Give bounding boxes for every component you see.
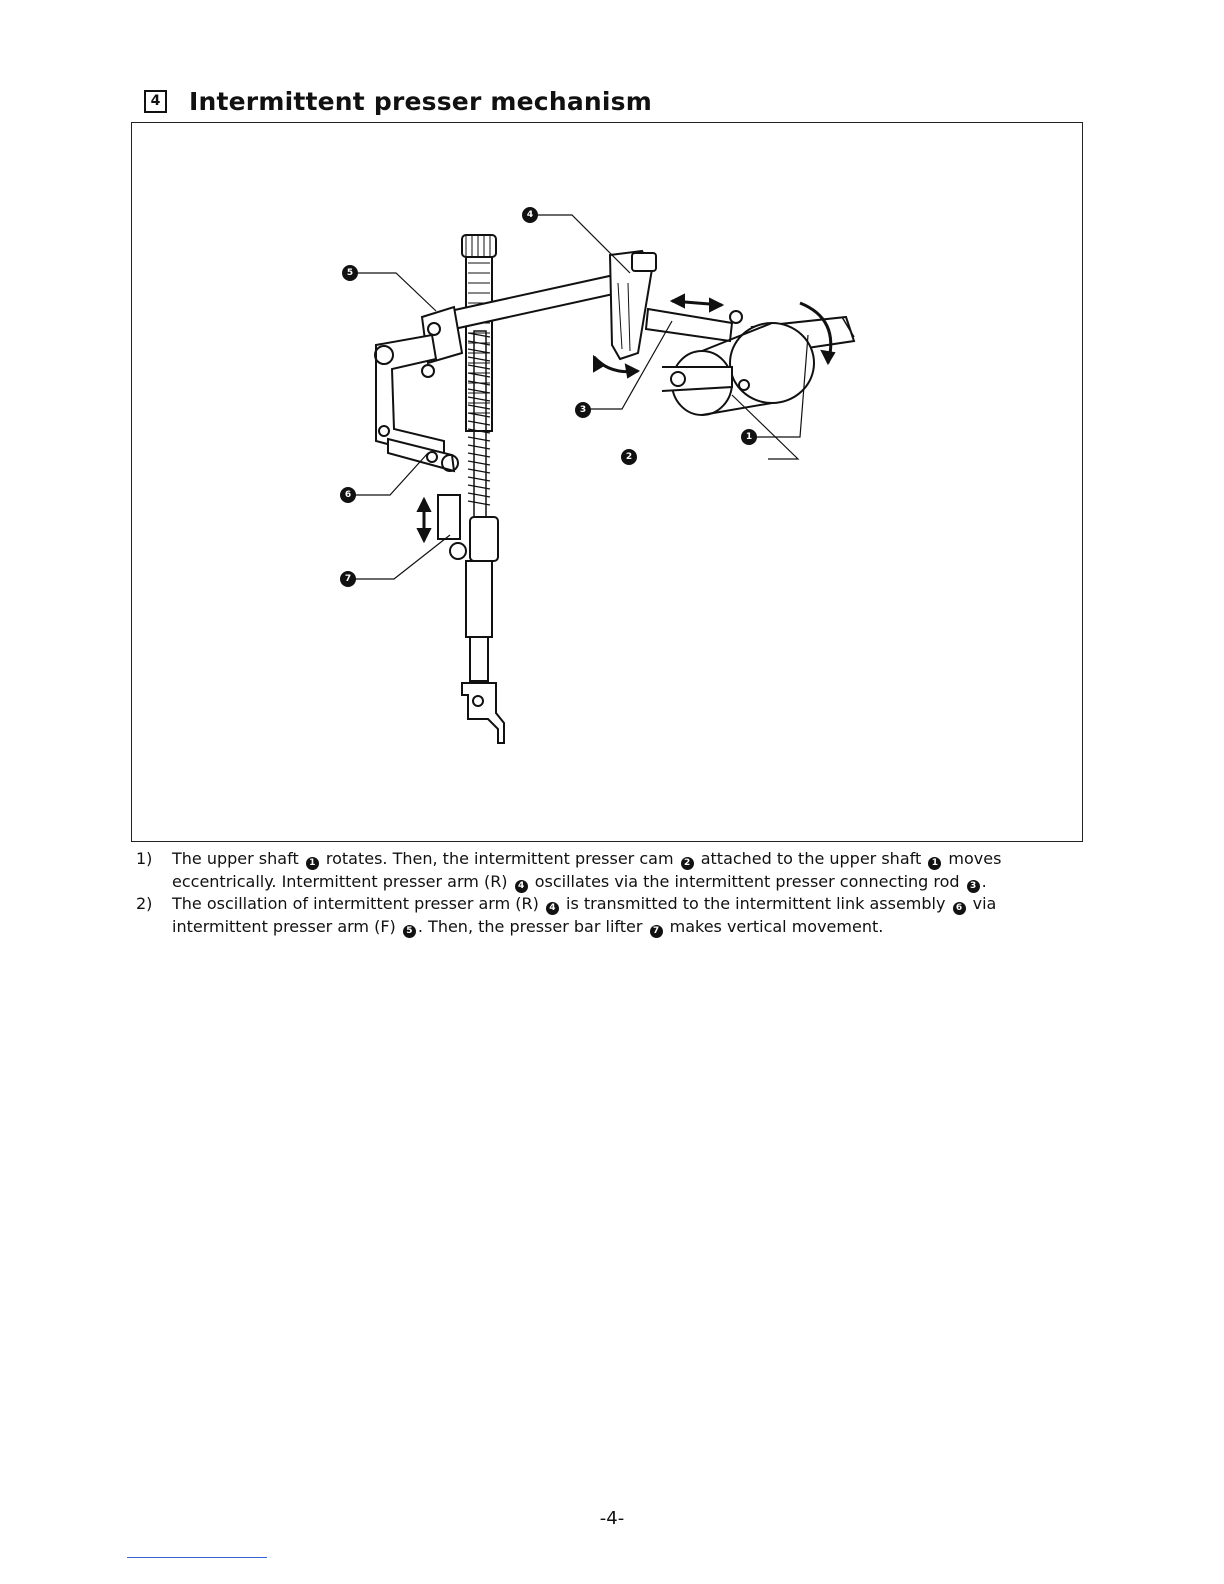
figure-frame — [131, 122, 1083, 842]
callout-3: 3 — [575, 402, 591, 418]
step-number: 1) — [136, 849, 153, 868]
section-title: Intermittent presser mechanism — [189, 86, 652, 116]
ref-badge: 1 — [306, 857, 319, 870]
ref-badge: 5 — [403, 925, 416, 938]
callout-6: 6 — [340, 487, 356, 503]
step-text: The upper shaft 1 rotates. Then, the intermittent presser cam 2 attached to the upper shaft 1 moves eccentrically. Intermittent presser arm (R) 4 oscillates via the intermittent presser connecting rod 3 . — [172, 849, 1002, 891]
callout-1: 1 — [741, 429, 757, 445]
callout-7: 7 — [340, 571, 356, 587]
ref-badge: 3 — [967, 880, 980, 893]
section-heading — [144, 84, 652, 118]
step-number: 2) — [136, 894, 153, 913]
procedure-steps — [136, 848, 1086, 938]
callout-2: 2 — [621, 449, 637, 465]
footer-link-underline — [127, 1557, 267, 1558]
ref-badge: 1 — [928, 857, 941, 870]
mechanism-illustration — [132, 123, 1084, 843]
ref-badge: 6 — [953, 902, 966, 915]
step-1 — [136, 848, 1086, 893]
page-number: -4- — [599, 1508, 625, 1529]
callout-4: 4 — [522, 207, 538, 223]
step-text: The oscillation of intermittent presser arm (R) 4 is transmitted to the intermittent link assembly 6 via intermittent presser arm (F) 5 . Then, the presser bar lifter 7 makes vertical movement. — [172, 894, 997, 936]
step-2 — [136, 893, 1086, 938]
ref-badge: 4 — [546, 902, 559, 915]
section-number-box: 4 — [144, 90, 167, 113]
ref-badge: 2 — [681, 857, 694, 870]
callout-5: 5 — [342, 265, 358, 281]
ref-badge: 7 — [650, 925, 663, 938]
ref-badge: 4 — [515, 880, 528, 893]
